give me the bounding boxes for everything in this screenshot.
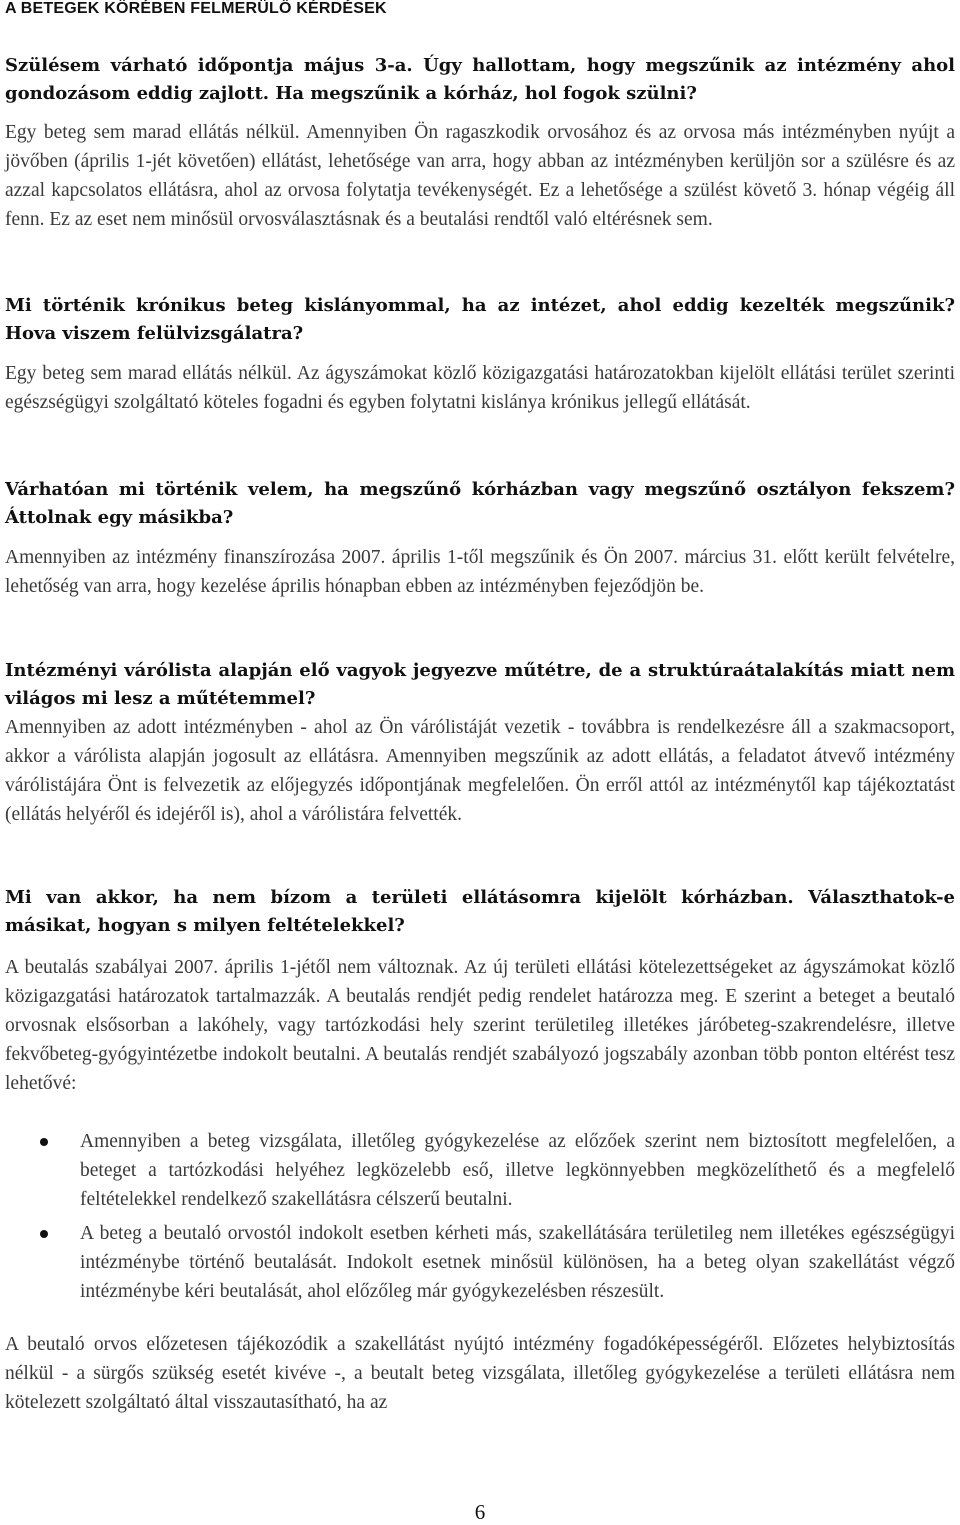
page-number: 6 (474, 1500, 486, 1524)
list-item (5, 1127, 955, 1214)
exception-list (5, 1127, 955, 1306)
bullet-icon (40, 1230, 48, 1238)
section-heading: A BETEGEK KÖRÉBEN FELMERÜLŐ KÉRDÉSEK (5, 0, 387, 17)
answer-2: Egy beteg sem marad ellátás nélkül. Az ágyszámokat közlő közigazgatási határozatokban kijelölt ellátási terület szerinti egészségügyi szolgáltató köteles fogadni és egyben folytatni kislánya krónikus jellegű ellátását. (5, 363, 955, 413)
list-item-text: Amennyiben a beteg vizsgálata, illetőleg gyógykezelése az előzőek szerint nem biztosított megfelelően, a beteget a tartózkodási helyéhez legközelebb eső, illetve legkönnyebben megközelíthető és a megfelelő feltételekkel rendelkező szakellátásra célszerű beutalni. (80, 1131, 955, 1210)
question-2: Mi történik krónikus beteg kislányommal, ha az intézet, ahol eddig kezelték megszűnik? Hova viszem felülvizsgálatra? (5, 295, 955, 344)
answer-4: Amennyiben az adott intézményben - ahol az Ön várólistáját vezetik - továbbra is rendelkezésre áll a szakmacsoport, akkor a várólista alapján jogosult az ellátásra. Amennyiben megszűnik az adott ellátás, a feladatot átvevő intézmény várólistájára Önt is felvezetik az előjegyzés időpontjának megfelelően. Ön erről attól az intézménytől kap tájékoztatást (ellátás helyéről és idejéről is), ahol a várólistára felvették. (5, 717, 955, 825)
answer-5: A beutalás szabályai 2007. április 1-jétől nem változnak. Az új területi ellátási kötelezettségeket az ágyszámokat közlő közigazgatási határozatok tartalmazzák. A beutalás rendjét pedig rendelet határozza meg. E szerint a beteget a beutaló orvosnak elsősorban a lakóhely, vagy tartózkodási hely szerint területileg illetékes járóbeteg-szakrendelésre, illetve fekvőbeteg-gyógyintézetbe indokolt beutalni. A beutalás rendjét szabályozó jogszabály azonban több ponton eltérést tesz lehetővé: (5, 957, 955, 1094)
question-4: Intézményi várólista alapján elő vagyok jegyezve műtétre, de a struktúraátalakítás miatt nem világos mi lesz a műtétemmel? (5, 660, 955, 709)
question-5: Mi van akkor, ha nem bízom a területi ellátásomra kijelölt kórházban. Választhatok-e másikat, hogyan s milyen feltételekkel? (5, 887, 955, 936)
list-item (5, 1219, 955, 1306)
answer-1: Egy beteg sem marad ellátás nélkül. Amennyiben Ön ragaszkodik orvosához és az orvosa más intézményben nyújt a jövőben (április 1-jét követően) ellátást, lehetősége van arra, hogy abban az intézményben kerüljön sor a szülésre és az azzal kapcsolatos ellátásra, ahol az orvosa folytatja tevékenységét. Ez a lehetősége a szülést követő 3. hónap végéig áll fenn. Ez az eset nem minősül orvosválasztásnak és a beutalási rendtől való eltérésnek sem. (5, 122, 955, 230)
list-item-text: A beteg a beutaló orvostól indokolt esetben kérheti más, szakellátására területileg nem illetékes egészségügyi intézménybe történő beutalását. Indokolt esetnek minősül különösen, ha a beteg olyan szakellátást végző intézménybe kéri beutalását, ahol előzőleg már gyógykezelésben részesült. (80, 1223, 955, 1302)
bullet-icon (40, 1138, 48, 1146)
question-3: Várhatóan mi történik velem, ha megszűnő kórházban vagy megszűnő osztályon fekszem? Áttolnak egy másikba? (5, 479, 955, 528)
answer-5-continued: A beutaló orvos előzetesen tájékozódik a szakellátást nyújtó intézmény fogadóképességéről. Előzetes helybiztosítás nélkül - a sürgős szükség esetét kivéve -, a beutalt beteg vizsgálata, illetőleg gyógykezelése a területi ellátásra nem kötelezett szolgáltató által visszautasítható, ha az (5, 1334, 955, 1413)
question-1: Szülésem várható időpontja május 3-a. Úgy hallottam, hogy megszűnik az intézmény ahol gondozásom eddig zajlott. Ha megszűnik a kórház, hol fogok szülni? (5, 55, 955, 104)
answer-3: Amennyiben az intézmény finanszírozása 2007. április 1-től megszűnik és Ön 2007. március 31. előtt került felvételre, lehetőség van arra, hogy kezelése április hónapban ebben az intézményben fejeződjön be. (5, 547, 955, 597)
